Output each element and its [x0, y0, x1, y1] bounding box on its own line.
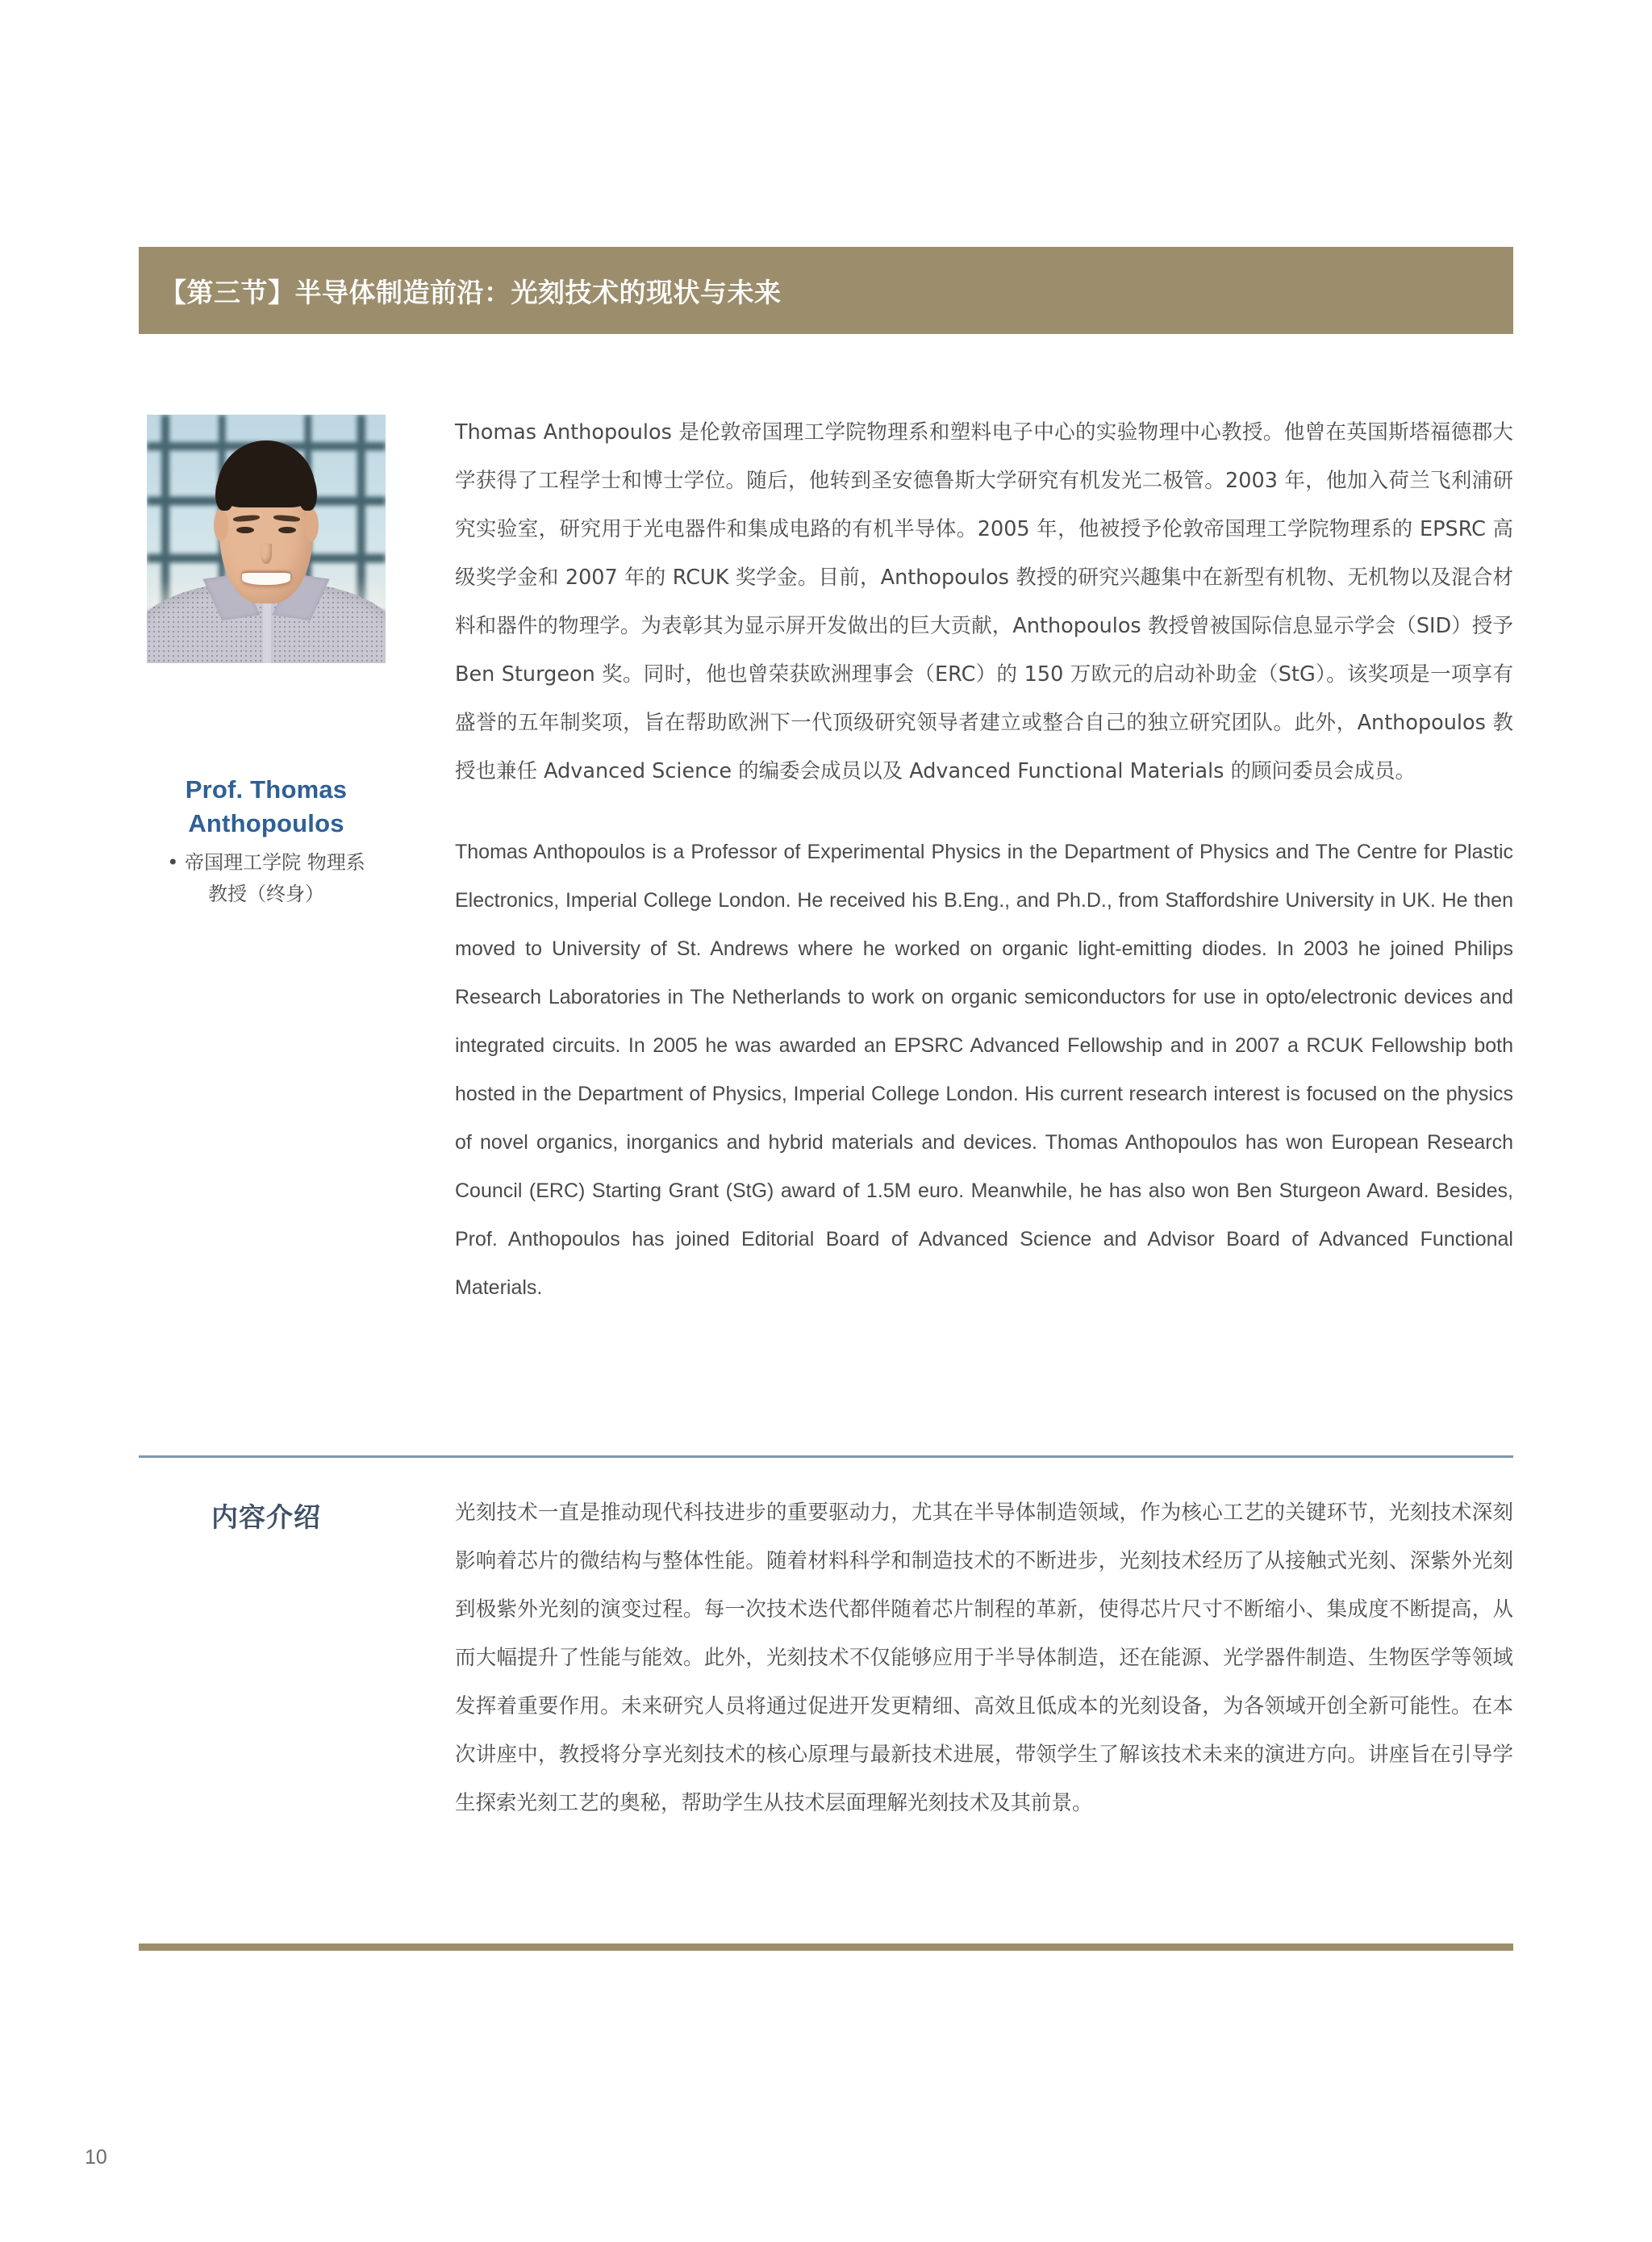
content-section-heading: 内容介绍 [211, 1502, 321, 1532]
eye-right-shape [278, 527, 296, 533]
speaker-affiliation [139, 847, 394, 910]
ear-left-shape [214, 509, 228, 541]
content-column [455, 1488, 1513, 1827]
eye-left-shape [236, 527, 254, 533]
affiliation-line-1: 帝国理工学院 物理系 [185, 850, 365, 874]
section-divider-blue [139, 1455, 1513, 1458]
mouth-shape [242, 573, 290, 585]
bio-paragraph-english: Thomas Anthopoulos is a Professor of Experimental Physics in the Department of Physics and The Centre for Plastic Electronics, Imperial College London. He received his B.Eng., and Ph.D., from Staffordshire University in UK. He then moved to University of St. Andrews where he worked on organic light-emitting diodes. In 2003 he joined Philips Research Laboratories in The Netherlands to work on organic semiconductors for use in opto/electronic devices and integrated circuits. In 2005 he was awarded an EPSRC Advanced Fellowship and in 2007 a RCUK Fellowship both hosted in the Department of Physics, Imperial College London. His current research interest is focused on the physics of novel organics, inorganics and hybrid materials and devices. Thomas Anthopoulos has won European Research Council (ERC) Starting Grant (StG) award of 1.5M euro. Meanwhile, he has also won Ben Sturgeon Award. Besides, Prof. Anthopoulos has joined Editorial Board of Advanced Science and Advisor Board of Advanced Functional Materials. [455, 841, 1513, 1299]
bullet-icon: • [167, 850, 179, 874]
page-number: 10 [85, 2146, 107, 2169]
speaker-name: Prof. Thomas Anthopoulos [185, 775, 348, 837]
footer-divider-tan [139, 1943, 1513, 1951]
bio-paragraph-chinese: Thomas Anthopoulos 是伦敦帝国理工学院物理系和塑料电子中心的实验物理中心教授。他曾在英国斯塔福德郡大学获得了工程学士和博士学位。随后，他转到圣安德鲁斯大学研究有机发光二极管。2003 年，他加入荷兰飞利浦研究实验室，研究用于光电器件和集成电路的有机半导体。2005 年，他被授予伦敦帝国理工学院物理系的 EPSRC 高级奖学金和 2007 年的 RCUK 奖学金。目前，Anthopoulos 教授的研究兴趣集中在新型有机物、无机物以及混合材料和器件的物理学。为表彰其为显示屏开发做出的巨大贡献，Anthopoulos 教授曾被国际信息显示学会（SID）授予 Ben Sturgeon 奖。同时，他也曾荣获欧洲理事会（ERC）的 150 万欧元的启动补助金（StG）。该奖项是一项享有盛誉的五年制奖项，旨在帮助欧洲下一代顶级研究领导者建立或整合自己的独立研究团队。此外，Anthopoulos 教授也兼任 Advanced Science 的编委会成员以及 Advanced Functional Materials 的顾问委员会成员。 [455, 420, 1513, 783]
content-section-body: 光刻技术一直是推动现代科技进步的重要驱动力，尤其在半导体制造领域，作为核心工艺的关键环节，光刻技术深刻影响着芯片的微结构与整体性能。随着材料科学和制造技术的不断进步，光刻技术经历了从接触式光刻、深紫外光刻到极紫外光刻的演变过程。每一次技术迭代都伴随着芯片制程的革新，使得芯片尺寸不断缩小、集成度不断提高，从而大幅提升了性能与能效。此外，光刻技术不仅能够应用于半导体制造，还在能源、光学器件制造、生物医学等领域发挥着重要作用。未来研究人员将通过促进开发更精细、高效且低成本的光刻设备，为各领域开创全新可能性。在本次讲座中，教授将分享光刻技术的核心原理与最新技术进展，带领学生了解该技术未来的演进方向。讲座旨在引导学生探索光刻工艺的奥秘，帮助学生从技术层面理解光刻技术及其前景。 [455, 1501, 1513, 1815]
nose-shape [261, 544, 273, 564]
speaker-column [139, 415, 394, 909]
shirt-placket-shape [263, 599, 271, 663]
affiliation-line-2: 教授（终身） [208, 882, 324, 905]
banner-title: 【第三节】半导体制造前沿：光刻技术的现状与未来 [160, 277, 782, 307]
bio-column [455, 408, 1513, 1312]
speaker-portrait-photo [147, 415, 386, 663]
section-banner [139, 247, 1513, 334]
